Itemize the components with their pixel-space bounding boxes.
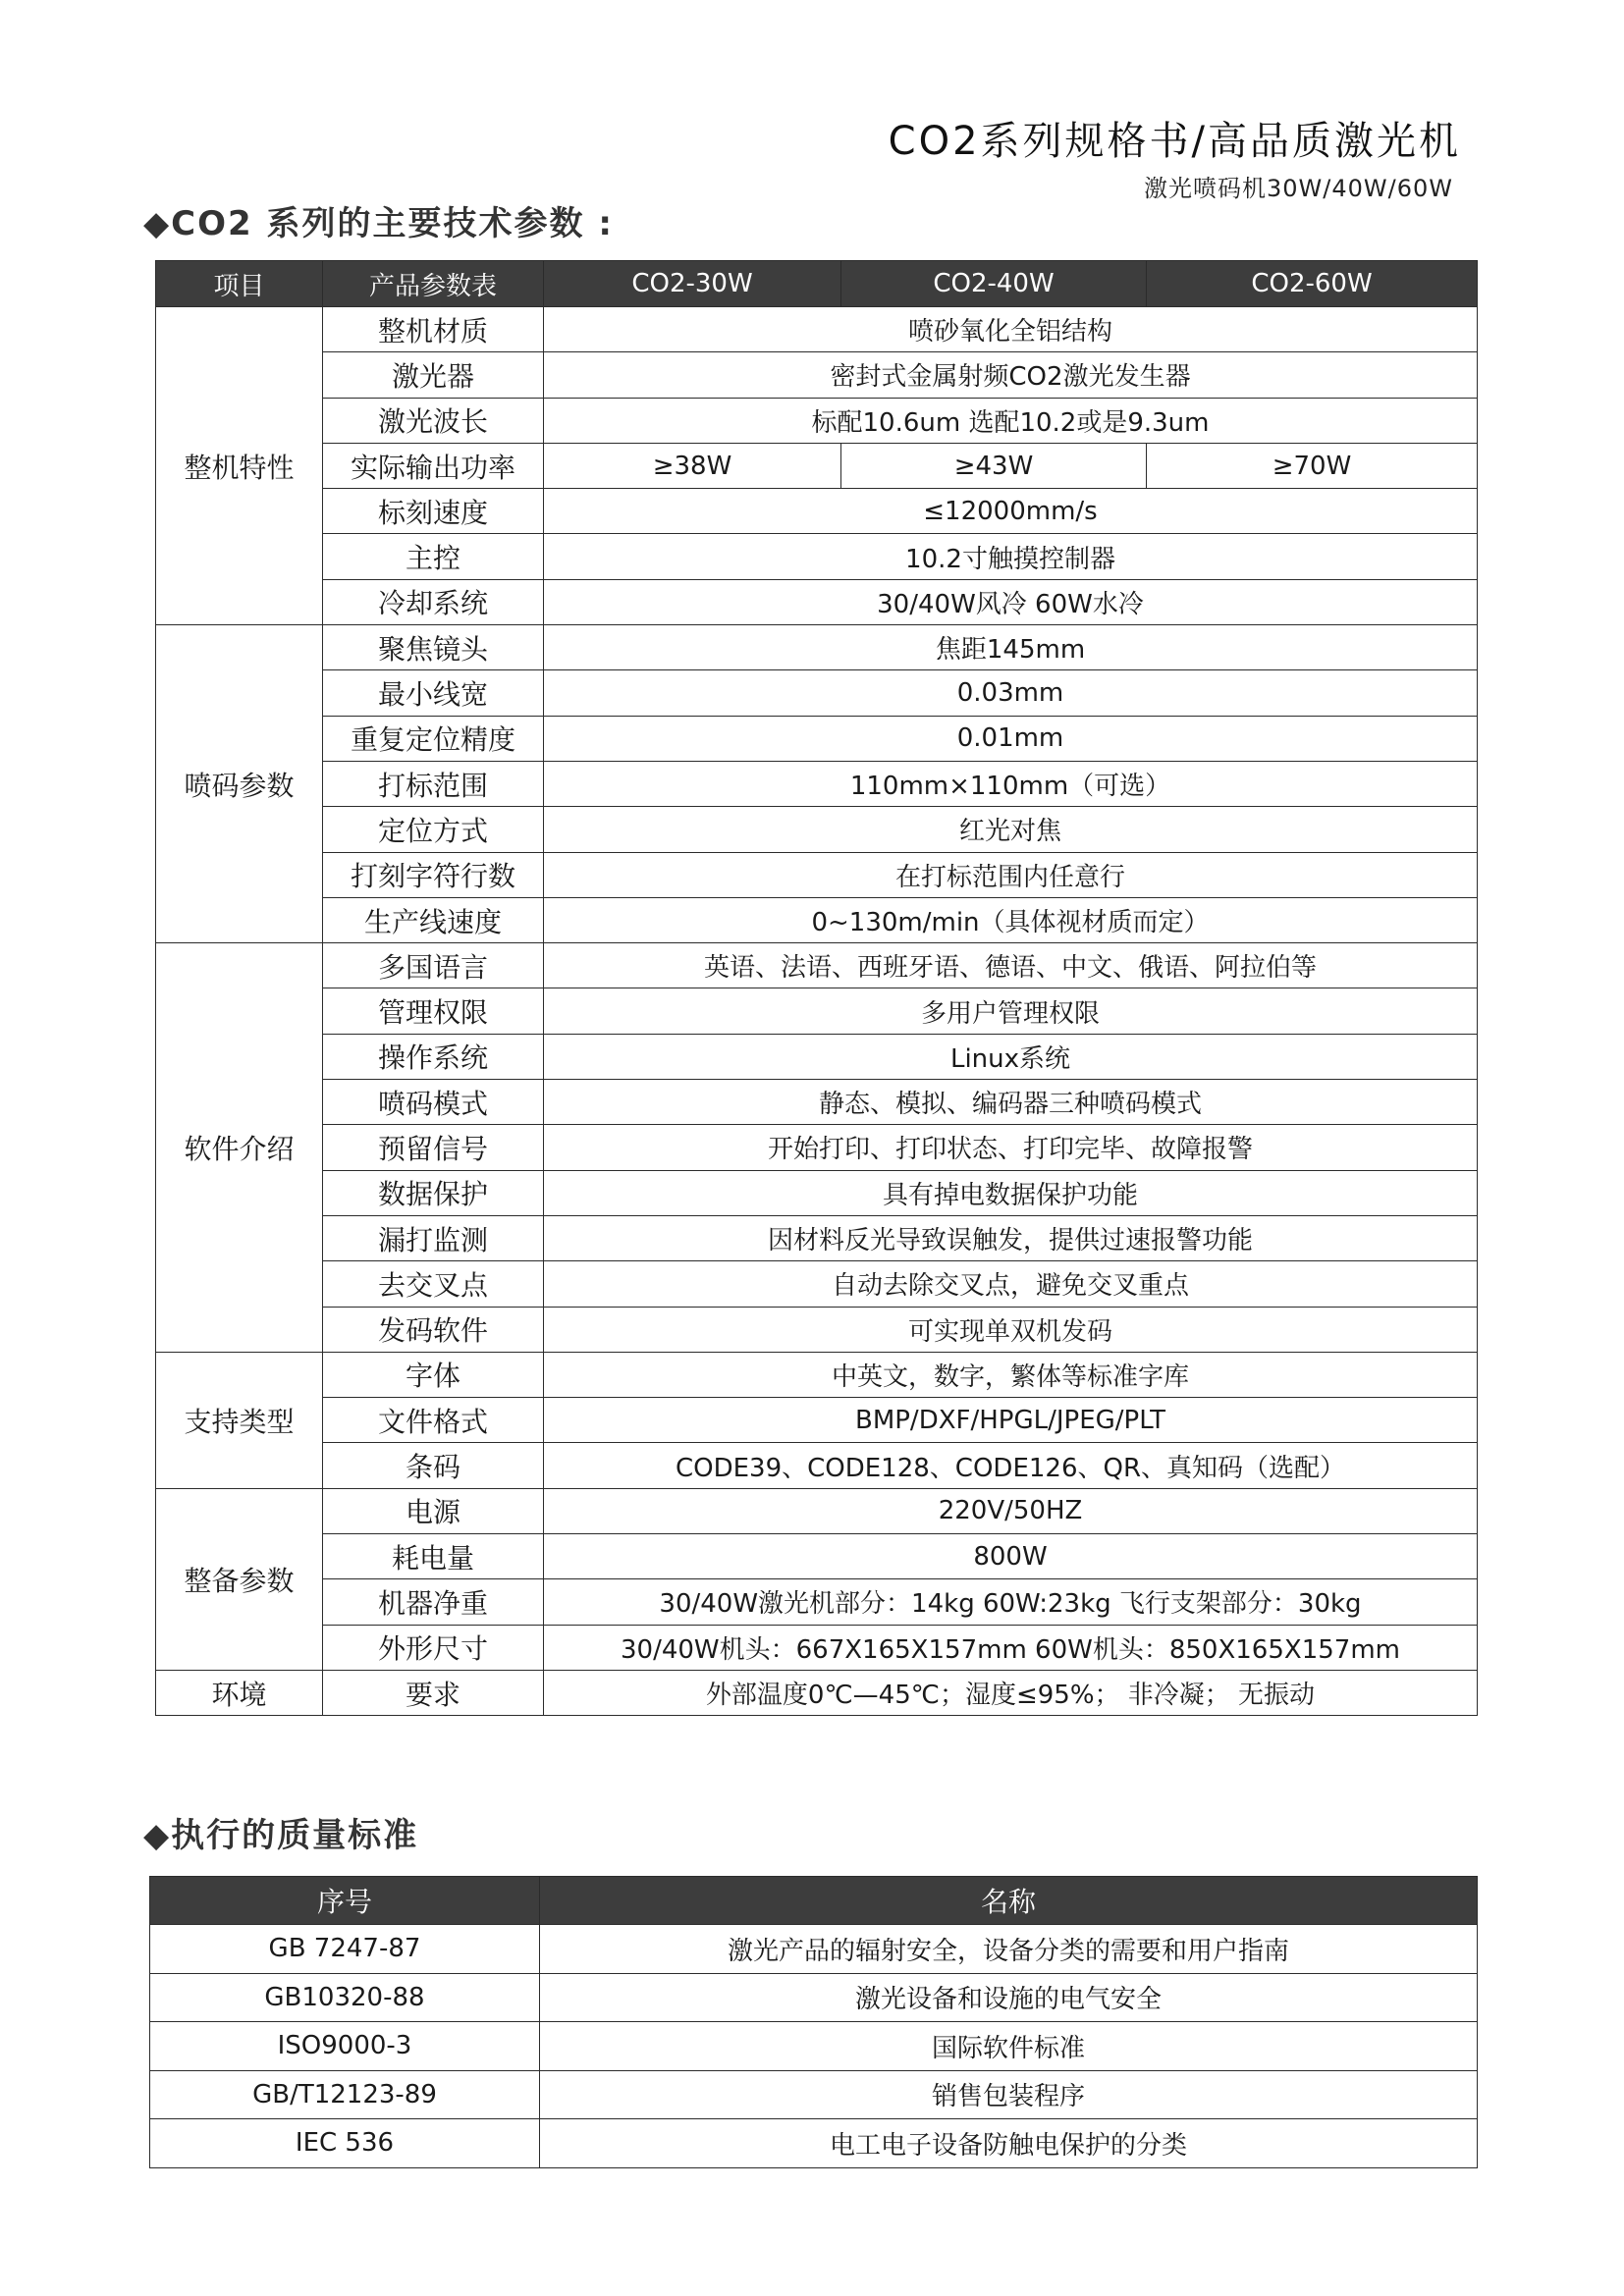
value-cell: ≥70W	[1147, 443, 1478, 488]
parameter-cell: 最小线宽	[323, 670, 544, 716]
table-row	[156, 943, 1478, 988]
value-cell: 外部温度0℃—45℃；湿度≤95%； 非冷凝； 无振动	[544, 1670, 1478, 1715]
standard-name-cell: 国际软件标准	[540, 2022, 1478, 2071]
document-subtitle: 激光喷码机30W/40W/60W	[1144, 175, 1453, 202]
value-cell: 因材料反光导致误触发，提供过速报警功能	[544, 1215, 1478, 1260]
value-cell: 0.01mm	[544, 716, 1478, 761]
category-cell: 整备参数	[156, 1488, 323, 1670]
header-row	[156, 261, 1478, 307]
table-row	[156, 625, 1478, 670]
table-row	[156, 579, 1478, 624]
table-row	[156, 489, 1478, 534]
parameter-cell: 要求	[323, 1670, 544, 1715]
value-cell: 静态、模拟、编码器三种喷码模式	[544, 1080, 1478, 1125]
table-row	[156, 1261, 1478, 1307]
table-row	[156, 1125, 1478, 1170]
standard-name-cell: 激光设备和设施的电气安全	[540, 1973, 1478, 2022]
parameter-cell: 字体	[323, 1352, 544, 1397]
table-row	[156, 852, 1478, 897]
table-row	[156, 1034, 1478, 1079]
table-row	[156, 1080, 1478, 1125]
header-cell: CO2-60W	[1147, 261, 1478, 307]
table-row	[150, 2070, 1478, 2119]
table-row	[156, 443, 1478, 488]
section-heading-specs: ◆CO2 系列的主要技术参数 :	[143, 204, 614, 243]
parameter-cell: 冷却系统	[323, 579, 544, 624]
value-cell: 800W	[544, 1534, 1478, 1579]
parameter-cell: 数据保护	[323, 1170, 544, 1215]
parameter-cell: 多国语言	[323, 943, 544, 988]
category-cell: 软件介绍	[156, 943, 323, 1353]
table-row	[156, 1534, 1478, 1579]
value-cell: 30/40W机头：667X165X157mm 60W机头：850X165X157mm	[544, 1625, 1478, 1670]
parameter-cell: 文件格式	[323, 1398, 544, 1443]
value-cell: 中英文，数字，繁体等标准字库	[544, 1352, 1478, 1397]
header-cell: 项目	[156, 261, 323, 307]
value-cell: 自动去除交叉点，避免交叉重点	[544, 1261, 1478, 1307]
spec-table	[155, 260, 1478, 1716]
parameter-cell: 聚焦镜头	[323, 625, 544, 670]
table-row	[150, 2119, 1478, 2168]
standard-name-cell: 电工电子设备防触电保护的分类	[540, 2119, 1478, 2168]
table-row	[156, 1307, 1478, 1352]
header-row	[150, 1877, 1478, 1925]
value-cell: 英语、法语、西班牙语、德语、中文、俄语、阿拉伯等	[544, 943, 1478, 988]
parameter-cell: 激光波长	[323, 398, 544, 443]
table-row	[156, 761, 1478, 806]
standards-table-header	[150, 1877, 1478, 1925]
parameter-cell: 管理权限	[323, 988, 544, 1034]
parameter-cell: 生产线速度	[323, 897, 544, 942]
value-cell: 30/40W激光机部分：14kg 60W:23kg 飞行支架部分：30kg	[544, 1579, 1478, 1625]
parameter-cell: 标刻速度	[323, 489, 544, 534]
parameter-cell: 打标范围	[323, 761, 544, 806]
table-row	[156, 398, 1478, 443]
standard-code-cell: GB10320-88	[150, 1973, 540, 2022]
table-row	[156, 1398, 1478, 1443]
table-row	[156, 988, 1478, 1034]
header-cell: 序号	[150, 1877, 540, 1925]
value-cell: BMP/DXF/HPGL/JPEG/PLT	[544, 1398, 1478, 1443]
table-row	[156, 534, 1478, 579]
parameter-cell: 喷码模式	[323, 1080, 544, 1125]
table-row	[156, 1352, 1478, 1397]
standard-name-cell: 销售包装程序	[540, 2070, 1478, 2119]
parameter-cell: 电源	[323, 1488, 544, 1533]
category-cell: 环境	[156, 1670, 323, 1715]
value-cell: 10.2寸触摸控制器	[544, 534, 1478, 579]
table-row	[156, 1670, 1478, 1715]
value-cell: 开始打印、打印状态、打印完毕、故障报警	[544, 1125, 1478, 1170]
value-cell: Linux系统	[544, 1034, 1478, 1079]
header-cell: CO2-30W	[544, 261, 841, 307]
table-row	[156, 1488, 1478, 1533]
category-cell: 喷码参数	[156, 625, 323, 943]
value-cell: 0.03mm	[544, 670, 1478, 716]
table-row	[156, 307, 1478, 352]
value-cell: ≥43W	[841, 443, 1147, 488]
table-row	[156, 352, 1478, 398]
category-cell: 整机特性	[156, 307, 323, 625]
table-row	[156, 1215, 1478, 1260]
value-cell: 焦距145mm	[544, 625, 1478, 670]
section-heading-standards: ◆执行的质量标准	[143, 1816, 419, 1855]
parameter-cell: 实际输出功率	[323, 443, 544, 488]
standards-table	[149, 1876, 1478, 2168]
value-cell: 红光对焦	[544, 807, 1478, 852]
value-cell: 喷砂氧化全铝结构	[544, 307, 1478, 352]
value-cell: 0~130m/min（具体视材质而定）	[544, 897, 1478, 942]
standard-name-cell: 激光产品的辐射安全，设备分类的需要和用户指南	[540, 1925, 1478, 1974]
standard-code-cell: GB 7247-87	[150, 1925, 540, 1974]
parameter-cell: 去交叉点	[323, 1261, 544, 1307]
table-row	[156, 1443, 1478, 1488]
parameter-cell: 激光器	[323, 352, 544, 398]
parameter-cell: 条码	[323, 1443, 544, 1488]
parameter-cell: 定位方式	[323, 807, 544, 852]
header-cell: CO2-40W	[841, 261, 1147, 307]
table-row	[156, 716, 1478, 761]
parameter-cell: 发码软件	[323, 1307, 544, 1352]
header-cell: 名称	[540, 1877, 1478, 1925]
parameter-cell: 打刻字符行数	[323, 852, 544, 897]
parameter-cell: 外形尺寸	[323, 1625, 544, 1670]
standard-code-cell: IEC 536	[150, 2119, 540, 2168]
value-cell: ≤12000mm/s	[544, 489, 1478, 534]
value-cell: 可实现单双机发码	[544, 1307, 1478, 1352]
value-cell: 具有掉电数据保护功能	[544, 1170, 1478, 1215]
parameter-cell: 操作系统	[323, 1034, 544, 1079]
table-row	[156, 897, 1478, 942]
table-row	[150, 1925, 1478, 1974]
value-cell: 密封式金属射频CO2激光发生器	[544, 352, 1478, 398]
value-cell: 在打标范围内任意行	[544, 852, 1478, 897]
parameter-cell: 整机材质	[323, 307, 544, 352]
parameter-cell: 机器净重	[323, 1579, 544, 1625]
table-row	[150, 1973, 1478, 2022]
table-row	[150, 2022, 1478, 2071]
table-row	[156, 670, 1478, 716]
value-cell: 标配10.6um 选配10.2或是9.3um	[544, 398, 1478, 443]
value-cell: CODE39、CODE128、CODE126、QR、真知码（选配）	[544, 1443, 1478, 1488]
parameter-cell: 重复定位精度	[323, 716, 544, 761]
parameter-cell: 主控	[323, 534, 544, 579]
category-cell: 支持类型	[156, 1352, 323, 1488]
parameter-cell: 漏打监测	[323, 1215, 544, 1260]
header-cell: 产品参数表	[323, 261, 544, 307]
parameter-cell: 耗电量	[323, 1534, 544, 1579]
document-title: CO2系列规格书/高品质激光机	[888, 119, 1461, 164]
value-cell: 30/40W风冷 60W水冷	[544, 579, 1478, 624]
value-cell: 多用户管理权限	[544, 988, 1478, 1034]
standards-table-body	[150, 1925, 1478, 2168]
value-cell: ≥38W	[544, 443, 841, 488]
table-row	[156, 807, 1478, 852]
table-row	[156, 1625, 1478, 1670]
parameter-cell: 预留信号	[323, 1125, 544, 1170]
table-row	[156, 1170, 1478, 1215]
standard-code-cell: GB/T12123-89	[150, 2070, 540, 2119]
spec-table-body	[156, 307, 1478, 1716]
value-cell: 110mm×110mm（可选）	[544, 761, 1478, 806]
standard-code-cell: ISO9000-3	[150, 2022, 540, 2071]
spec-table-header	[156, 261, 1478, 307]
table-row	[156, 1579, 1478, 1625]
value-cell: 220V/50HZ	[544, 1488, 1478, 1533]
